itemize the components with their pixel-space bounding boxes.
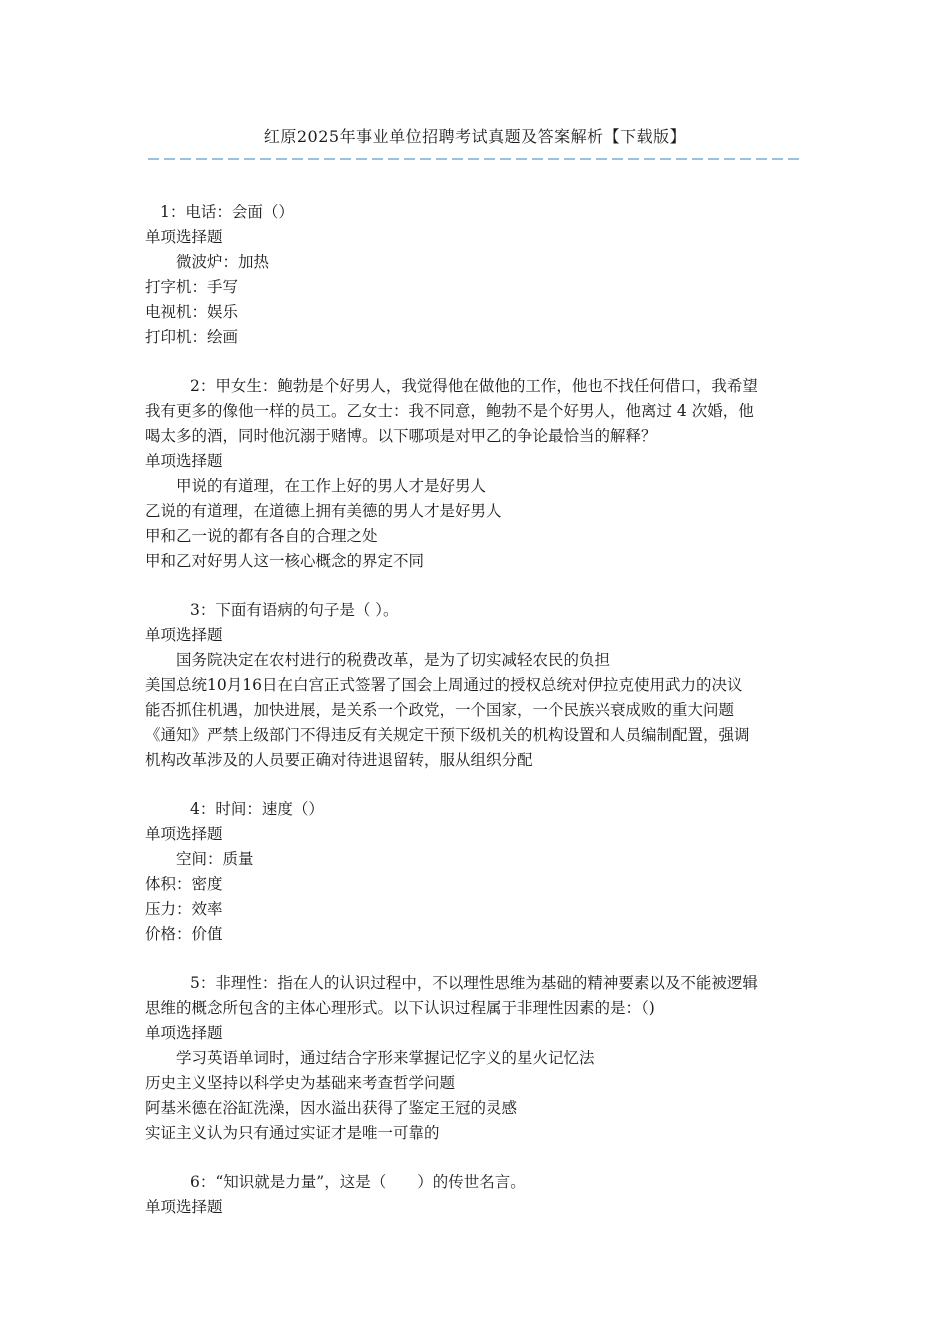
q3-stem: 3：下面有语病的句子是（ ）。 [190,601,399,619]
q4-option: 价格：价值 [145,925,223,943]
q2-stem: 喝太多的酒，同时他沉溺于赌博。以下哪项是对甲乙的争论最恰当的解释？ [145,427,657,445]
q3-option: 《通知》严禁上级部门不得违反有关规定干预下级机关的机构设置和人员编制配置，强调 [145,726,750,744]
q4-option: 体积：密度 [145,875,223,893]
q1-option: 微波炉：加热 [176,253,270,271]
q1-option: 打字机：手写 [145,278,239,296]
q4-stem: 4：时间：速度（） [190,800,324,818]
q3-option: 机构改革涉及的人员要正确对待进退留转，服从组织分配 [145,751,533,769]
q5-option: 阿基米德在浴缸洗澡，因水溢出获得了鉴定王冠的灵感 [145,1099,518,1117]
q5-option: 学习英语单词时，通过结合字形来掌握记忆字义的星火记忆法 [176,1049,595,1067]
q2-type: 单项选择题 [145,452,223,470]
document-title: 红原2025年事业单位招聘考试真题及答案解析【下载版】 [263,127,687,146]
q2-stem: 2：甲女生：鲍勃是个好男人，我觉得他在做他的工作，他也不找任何借口，我希望 [190,377,758,395]
q6-stem: 6：“知识就是力量”，这是（ ）的传世名言。 [190,1173,526,1191]
q3-option: 能否抓住机遇，加快进展，是关系一个政党，一个国家，一个民族兴衰成败的重大问题 [145,701,735,719]
q3-option: 国务院决定在农村进行的税费改革，是为了切实减轻农民的负担 [176,651,611,669]
q2-option: 甲和乙对好男人这一核心概念的界定不同 [145,552,425,570]
q1-option: 电视机：娱乐 [145,303,239,321]
q3-type: 单项选择题 [145,626,223,644]
q5-option: 实证主义认为只有通过实证才是唯一可靠的 [145,1124,440,1142]
q1-type: 单项选择题 [145,228,223,246]
q1-stem: 1：电话：会面（） [160,203,294,221]
q1-option: 打印机：绘画 [145,328,239,346]
q3-option: 美国总统10月16日在白宫正式签署了国会上周通过的授权总统对伊拉克使用武力的决议 [145,676,743,694]
q4-option: 空间：质量 [176,850,254,868]
q2-option: 甲和乙一说的都有各自的合理之处 [145,527,378,545]
q6-type: 单项选择题 [145,1198,223,1216]
q2-option: 乙说的有道理，在道德上拥有美德的男人才是好男人 [145,502,502,520]
q5-stem: 5：非理性：指在人的认识过程中，不以理性思维为基础的精神要素以及不能被逻辑 [190,974,758,992]
q5-type: 单项选择题 [145,1024,223,1042]
q4-type: 单项选择题 [145,825,223,843]
q4-option: 压力：效率 [145,900,223,918]
q2-stem: 我有更多的像他一样的员工。乙女士：我不同意，鲍勃不是个好男人，他离过 4 次婚，他 [145,402,754,420]
q5-stem: 思维的概念所包含的主体心理形式。以下认识过程属于非理性因素的是：（) [145,999,655,1017]
title-divider [148,158,804,160]
q5-option: 历史主义坚持以科学史为基础来考查哲学问题 [145,1074,456,1092]
q2-option: 甲说的有道理，在工作上好的男人才是好男人 [176,477,487,495]
